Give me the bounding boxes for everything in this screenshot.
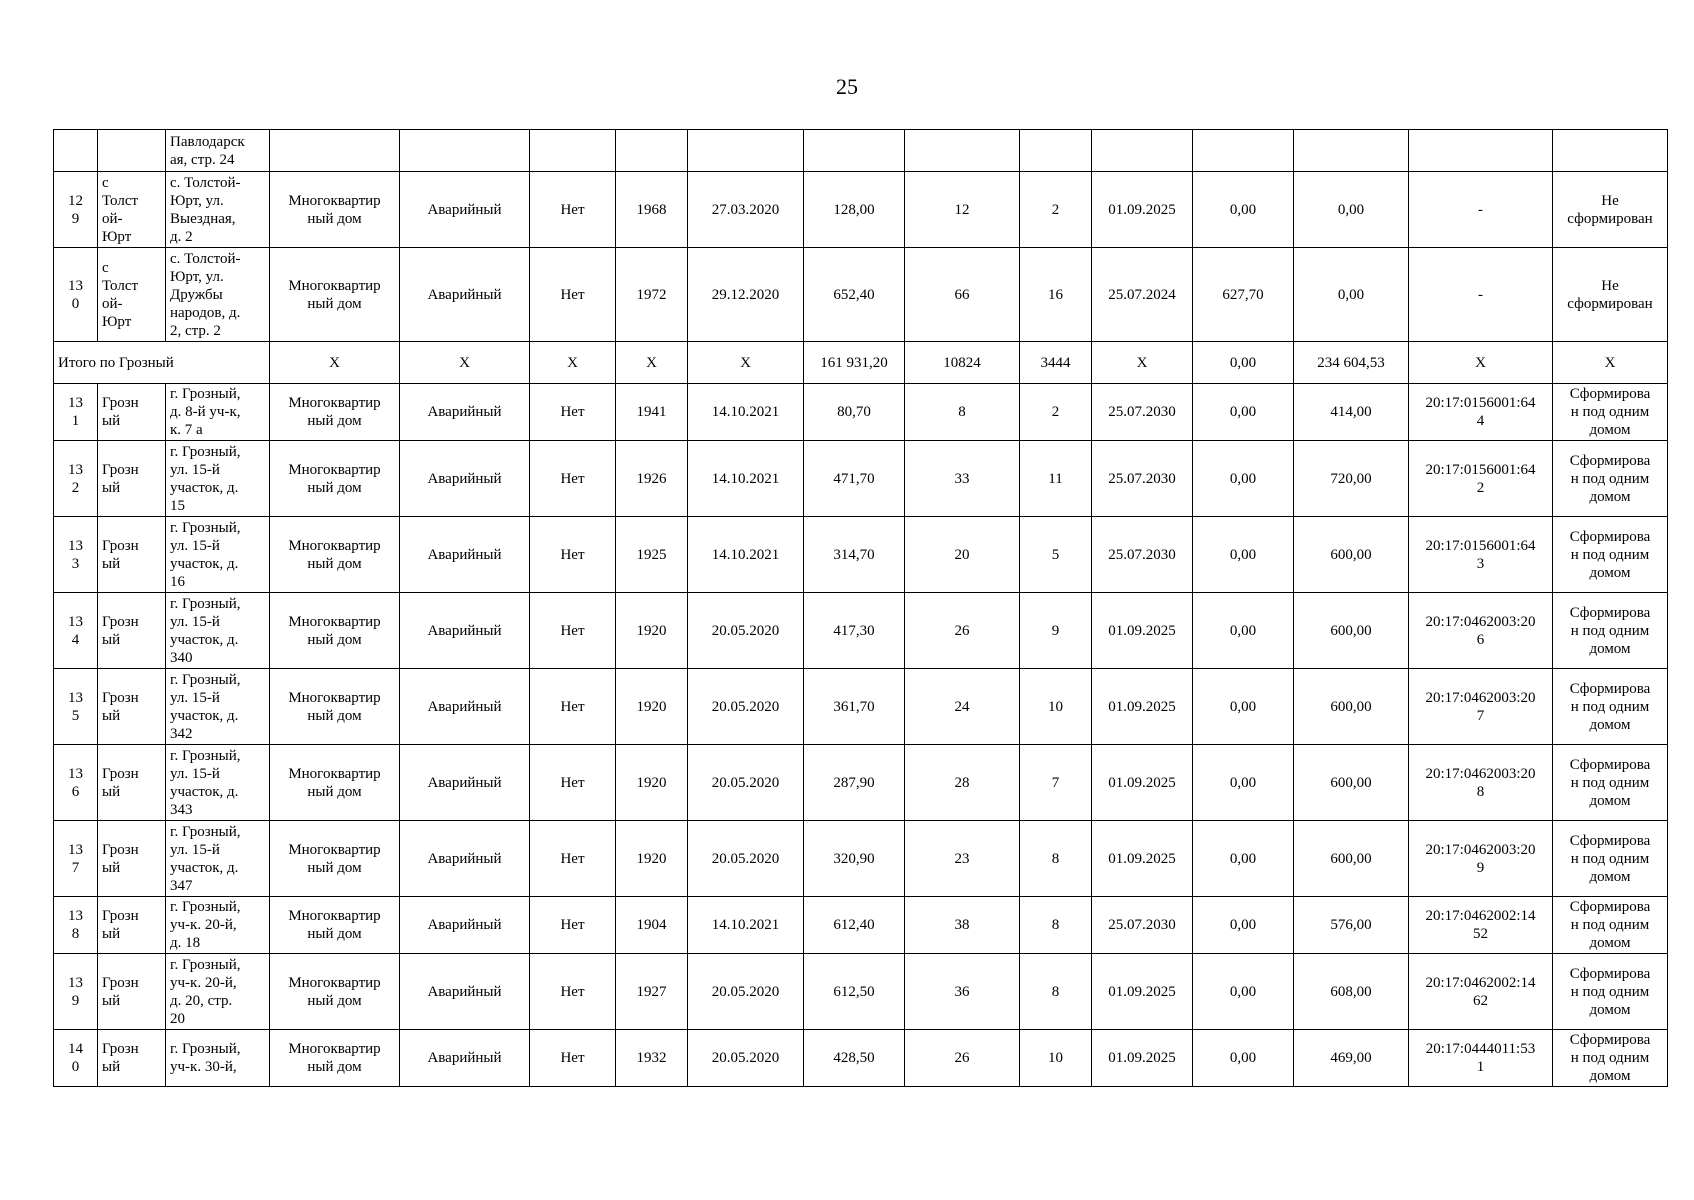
cell-flag: Нет [530, 384, 616, 441]
cell-flag: Нет [530, 517, 616, 593]
cell-cadastral-number: 20:17:0462003:20 8 [1409, 745, 1553, 821]
table-row [54, 384, 1668, 441]
cell-building-type: Многоквартир ный дом [270, 954, 400, 1030]
cell-cadastral-number: - [1409, 248, 1553, 342]
cell-num: 13 5 [54, 669, 98, 745]
cell-area: 80,70 [804, 384, 905, 441]
cell-building-type: Многоквартир ный дом [270, 441, 400, 517]
cell-residents: 20 [905, 517, 1020, 593]
cell-value-1: 0,00 [1193, 897, 1294, 954]
cell-recognition-date: 14.10.2021 [688, 897, 804, 954]
cell-deadline: 01.09.2025 [1092, 821, 1193, 897]
cell-units: 5 [1020, 517, 1092, 593]
cell-deadline: 25.07.2024 [1092, 248, 1193, 342]
cell-num: 12 9 [54, 172, 98, 248]
cell-area: 471,70 [804, 441, 905, 517]
cell-units: 11 [1020, 441, 1092, 517]
cell-residents: 36 [905, 954, 1020, 1030]
cell-condition: Аварийный [400, 441, 530, 517]
cell-deadline: 01.09.2025 [1092, 593, 1193, 669]
cell-address: г. Грозный, ул. 15-й участок, д. 16 [166, 517, 270, 593]
cell-land-status: Сформирова н под одним домом [1553, 954, 1668, 1030]
cell-condition: Аварийный [400, 384, 530, 441]
cell-condition: Аварийный [400, 954, 530, 1030]
cell-address: г. Грозный, ул. 15-й участок, д. 343 [166, 745, 270, 821]
cell-value-2: 600,00 [1294, 821, 1409, 897]
cell-year: 1920 [616, 745, 688, 821]
cell-residents: 12 [905, 172, 1020, 248]
cell-value-2: 469,00 [1294, 1030, 1409, 1087]
table-row-continuation [54, 130, 1668, 172]
cell-flag: Нет [530, 172, 616, 248]
cell-deadline: 01.09.2025 [1092, 745, 1193, 821]
cell-address: с. Толстой- Юрт, ул. Выездная, д. 2 [166, 172, 270, 248]
cell-deadline: 01.09.2025 [1092, 954, 1193, 1030]
table-row [54, 1030, 1668, 1087]
cell-value-2: 600,00 [1294, 669, 1409, 745]
cell-flag: Нет [530, 954, 616, 1030]
total-cell-flag: X [530, 342, 616, 384]
cell-value-2: 600,00 [1294, 593, 1409, 669]
cell-residents: 28 [905, 745, 1020, 821]
cell-recognition-date: 20.05.2020 [688, 821, 804, 897]
table-row [54, 954, 1668, 1030]
cell-units: 2 [1020, 172, 1092, 248]
cell-building-type: Многоквартир ный дом [270, 384, 400, 441]
cell-area: 612,50 [804, 954, 905, 1030]
table-row [54, 248, 1668, 342]
total-cell-building-type: X [270, 342, 400, 384]
cell-empty [1553, 130, 1668, 172]
cell-address: г. Грозный, ул. 15-й участок, д. 340 [166, 593, 270, 669]
cell-units: 10 [1020, 1030, 1092, 1087]
cell-value-2: 600,00 [1294, 745, 1409, 821]
cell-residents: 66 [905, 248, 1020, 342]
cell-year: 1926 [616, 441, 688, 517]
cell-recognition-date: 14.10.2021 [688, 384, 804, 441]
cell-locality: Грозн ый [98, 517, 166, 593]
cell-locality: Грозн ый [98, 745, 166, 821]
cell-residents: 23 [905, 821, 1020, 897]
cell-recognition-date: 20.05.2020 [688, 954, 804, 1030]
cell-year: 1968 [616, 172, 688, 248]
cell-locality: Грозн ый [98, 441, 166, 517]
cell-value-1: 0,00 [1193, 441, 1294, 517]
cell-locality [98, 130, 166, 172]
cell-empty [1020, 130, 1092, 172]
total-cell-value-2: 234 604,53 [1294, 342, 1409, 384]
cell-condition: Аварийный [400, 745, 530, 821]
cell-num: 13 6 [54, 745, 98, 821]
cell-condition: Аварийный [400, 1030, 530, 1087]
cell-value-1: 0,00 [1193, 172, 1294, 248]
cell-area: 612,40 [804, 897, 905, 954]
cell-empty [400, 130, 530, 172]
table-row [54, 172, 1668, 248]
cell-value-1: 0,00 [1193, 517, 1294, 593]
cell-area: 320,90 [804, 821, 905, 897]
cell-value-1: 0,00 [1193, 821, 1294, 897]
cell-recognition-date: 20.05.2020 [688, 669, 804, 745]
cell-flag: Нет [530, 593, 616, 669]
cell-num: 13 0 [54, 248, 98, 342]
cell-value-1: 0,00 [1193, 593, 1294, 669]
cell-value-1: 0,00 [1193, 745, 1294, 821]
cell-deadline: 25.07.2030 [1092, 517, 1193, 593]
cell-num: 13 8 [54, 897, 98, 954]
total-cell-units: 3444 [1020, 342, 1092, 384]
cell-address: г. Грозный, ул. 15-й участок, д. 15 [166, 441, 270, 517]
table-row [54, 593, 1668, 669]
cell-address: г. Грозный, д. 8-й уч-к, к. 7 а [166, 384, 270, 441]
cell-residents: 26 [905, 1030, 1020, 1087]
cell-building-type: Многоквартир ный дом [270, 897, 400, 954]
cell-locality: Грозн ый [98, 954, 166, 1030]
cell-year: 1920 [616, 821, 688, 897]
cell-deadline: 01.09.2025 [1092, 669, 1193, 745]
cell-locality: Грозн ый [98, 821, 166, 897]
total-cell-year: X [616, 342, 688, 384]
total-cell-cadastral-number: X [1409, 342, 1553, 384]
cell-year: 1927 [616, 954, 688, 1030]
total-cell-deadline: X [1092, 342, 1193, 384]
cell-land-status: Сформирова н под одним домом [1553, 441, 1668, 517]
cell-locality: Грозн ый [98, 384, 166, 441]
cell-address: г. Грозный, уч-к. 30-й, [166, 1030, 270, 1087]
table-row [54, 441, 1668, 517]
cell-empty [1294, 130, 1409, 172]
cell-area: 428,50 [804, 1030, 905, 1087]
cell-locality: Грозн ый [98, 897, 166, 954]
table-row [54, 821, 1668, 897]
cell-deadline: 25.07.2030 [1092, 384, 1193, 441]
cell-residents: 33 [905, 441, 1020, 517]
cell-year: 1920 [616, 593, 688, 669]
cell-num: 13 1 [54, 384, 98, 441]
cell-num: 13 9 [54, 954, 98, 1030]
cell-building-type: Многоквартир ный дом [270, 669, 400, 745]
cell-recognition-date: 20.05.2020 [688, 745, 804, 821]
cell-area: 361,70 [804, 669, 905, 745]
cell-condition: Аварийный [400, 172, 530, 248]
cell-value-2: 576,00 [1294, 897, 1409, 954]
cell-num: 13 4 [54, 593, 98, 669]
cell-cadastral-number: 20:17:0462003:20 9 [1409, 821, 1553, 897]
cell-recognition-date: 29.12.2020 [688, 248, 804, 342]
cell-num: 14 0 [54, 1030, 98, 1087]
cell-area: 128,00 [804, 172, 905, 248]
table-body [54, 130, 1668, 1087]
cell-year: 1904 [616, 897, 688, 954]
cell-building-type: Многоквартир ный дом [270, 1030, 400, 1087]
cell-flag: Нет [530, 248, 616, 342]
cell-locality: Грозн ый [98, 1030, 166, 1087]
cell-building-type: Многоквартир ный дом [270, 517, 400, 593]
cell-land-status: Сформирова н под одним домом [1553, 897, 1668, 954]
cell-land-status: Сформирова н под одним домом [1553, 669, 1668, 745]
cell-deadline: 01.09.2025 [1092, 1030, 1193, 1087]
table-row [54, 745, 1668, 821]
cell-empty [270, 130, 400, 172]
cell-year: 1932 [616, 1030, 688, 1087]
cell-recognition-date: 20.05.2020 [688, 1030, 804, 1087]
cell-flag: Нет [530, 745, 616, 821]
cell-value-1: 0,00 [1193, 384, 1294, 441]
cell-units: 8 [1020, 897, 1092, 954]
cell-flag: Нет [530, 441, 616, 517]
cell-residents: 8 [905, 384, 1020, 441]
cell-empty [804, 130, 905, 172]
table-row-total [54, 342, 1668, 384]
cell-value-2: 414,00 [1294, 384, 1409, 441]
table-row [54, 669, 1668, 745]
total-cell-residents: 10824 [905, 342, 1020, 384]
housing-registry-table [53, 129, 1668, 1087]
cell-num: 13 2 [54, 441, 98, 517]
cell-area: 652,40 [804, 248, 905, 342]
cell-land-status: Сформирова н под одним домом [1553, 593, 1668, 669]
cell-flag: Нет [530, 1030, 616, 1087]
cell-cadastral-number: 20:17:0462003:20 6 [1409, 593, 1553, 669]
cell-flag: Нет [530, 897, 616, 954]
cell-building-type: Многоквартир ный дом [270, 821, 400, 897]
cell-recognition-date: 20.05.2020 [688, 593, 804, 669]
cell-building-type: Многоквартир ный дом [270, 172, 400, 248]
cell-cadastral-number: 20:17:0462002:14 62 [1409, 954, 1553, 1030]
cell-year: 1920 [616, 669, 688, 745]
cell-address: г. Грозный, ул. 15-й участок, д. 342 [166, 669, 270, 745]
cell-empty [905, 130, 1020, 172]
cell-residents: 26 [905, 593, 1020, 669]
cell-land-status: Не сформирован [1553, 172, 1668, 248]
cell-cadastral-number: 20:17:0156001:64 2 [1409, 441, 1553, 517]
cell-area: 314,70 [804, 517, 905, 593]
cell-units: 8 [1020, 954, 1092, 1030]
cell-flag: Нет [530, 821, 616, 897]
cell-units: 9 [1020, 593, 1092, 669]
cell-locality: Грозн ый [98, 669, 166, 745]
cell-empty [1193, 130, 1294, 172]
cell-address: Павлодарск ая, стр. 24 [166, 130, 270, 172]
total-cell-value-1: 0,00 [1193, 342, 1294, 384]
cell-area: 417,30 [804, 593, 905, 669]
cell-empty [1092, 130, 1193, 172]
cell-condition: Аварийный [400, 593, 530, 669]
page-number: 25 [836, 74, 858, 99]
cell-num: 13 7 [54, 821, 98, 897]
cell-land-status: Сформирова н под одним домом [1553, 1030, 1668, 1087]
cell-year: 1972 [616, 248, 688, 342]
cell-condition: Аварийный [400, 248, 530, 342]
table-row [54, 517, 1668, 593]
cell-value-2: 600,00 [1294, 517, 1409, 593]
cell-deadline: 25.07.2030 [1092, 441, 1193, 517]
cell-value-1: 0,00 [1193, 669, 1294, 745]
total-label: Итого по Грозный [54, 342, 270, 384]
cell-empty [616, 130, 688, 172]
cell-cadastral-number: - [1409, 172, 1553, 248]
cell-units: 2 [1020, 384, 1092, 441]
cell-flag: Нет [530, 669, 616, 745]
cell-condition: Аварийный [400, 821, 530, 897]
cell-condition: Аварийный [400, 897, 530, 954]
cell-value-1: 0,00 [1193, 954, 1294, 1030]
total-cell-recognition-date: X [688, 342, 804, 384]
cell-year: 1925 [616, 517, 688, 593]
cell-recognition-date: 14.10.2021 [688, 441, 804, 517]
cell-building-type: Многоквартир ный дом [270, 248, 400, 342]
cell-land-status: Сформирова н под одним домом [1553, 821, 1668, 897]
cell-deadline: 01.09.2025 [1092, 172, 1193, 248]
cell-value-1: 627,70 [1193, 248, 1294, 342]
cell-value-2: 0,00 [1294, 248, 1409, 342]
cell-locality: с Толст ой- Юрт [98, 172, 166, 248]
cell-locality: с Толст ой- Юрт [98, 248, 166, 342]
cell-residents: 24 [905, 669, 1020, 745]
cell-empty [688, 130, 804, 172]
cell-units: 16 [1020, 248, 1092, 342]
cell-units: 10 [1020, 669, 1092, 745]
cell-cadastral-number: 20:17:0462003:20 7 [1409, 669, 1553, 745]
cell-units: 8 [1020, 821, 1092, 897]
cell-cadastral-number: 20:17:0156001:64 3 [1409, 517, 1553, 593]
cell-cadastral-number: 20:17:0156001:64 4 [1409, 384, 1553, 441]
cell-condition: Аварийный [400, 669, 530, 745]
total-cell-area: 161 931,20 [804, 342, 905, 384]
total-cell-land-status: X [1553, 342, 1668, 384]
cell-land-status: Не сформирован [1553, 248, 1668, 342]
cell-locality: Грозн ый [98, 593, 166, 669]
cell-recognition-date: 14.10.2021 [688, 517, 804, 593]
cell-units: 7 [1020, 745, 1092, 821]
cell-address: г. Грозный, уч-к. 20-й, д. 18 [166, 897, 270, 954]
cell-area: 287,90 [804, 745, 905, 821]
cell-value-2: 0,00 [1294, 172, 1409, 248]
cell-building-type: Многоквартир ный дом [270, 745, 400, 821]
cell-empty [530, 130, 616, 172]
cell-address: г. Грозный, уч-к. 20-й, д. 20, стр. 20 [166, 954, 270, 1030]
cell-condition: Аварийный [400, 517, 530, 593]
cell-value-1: 0,00 [1193, 1030, 1294, 1087]
cell-num: 13 3 [54, 517, 98, 593]
cell-value-2: 608,00 [1294, 954, 1409, 1030]
cell-deadline: 25.07.2030 [1092, 897, 1193, 954]
cell-address: с. Толстой- Юрт, ул. Дружбы народов, д. 2, стр. 2 [166, 248, 270, 342]
cell-land-status: Сформирова н под одним домом [1553, 745, 1668, 821]
cell-num [54, 130, 98, 172]
cell-cadastral-number: 20:17:0462002:14 52 [1409, 897, 1553, 954]
total-cell-condition: X [400, 342, 530, 384]
table-row [54, 897, 1668, 954]
cell-residents: 38 [905, 897, 1020, 954]
cell-recognition-date: 27.03.2020 [688, 172, 804, 248]
cell-address: г. Грозный, ул. 15-й участок, д. 347 [166, 821, 270, 897]
cell-year: 1941 [616, 384, 688, 441]
cell-building-type: Многоквартир ный дом [270, 593, 400, 669]
cell-land-status: Сформирова н под одним домом [1553, 517, 1668, 593]
cell-value-2: 720,00 [1294, 441, 1409, 517]
cell-empty [1409, 130, 1553, 172]
cell-cadastral-number: 20:17:0444011:53 1 [1409, 1030, 1553, 1087]
cell-land-status: Сформирова н под одним домом [1553, 384, 1668, 441]
